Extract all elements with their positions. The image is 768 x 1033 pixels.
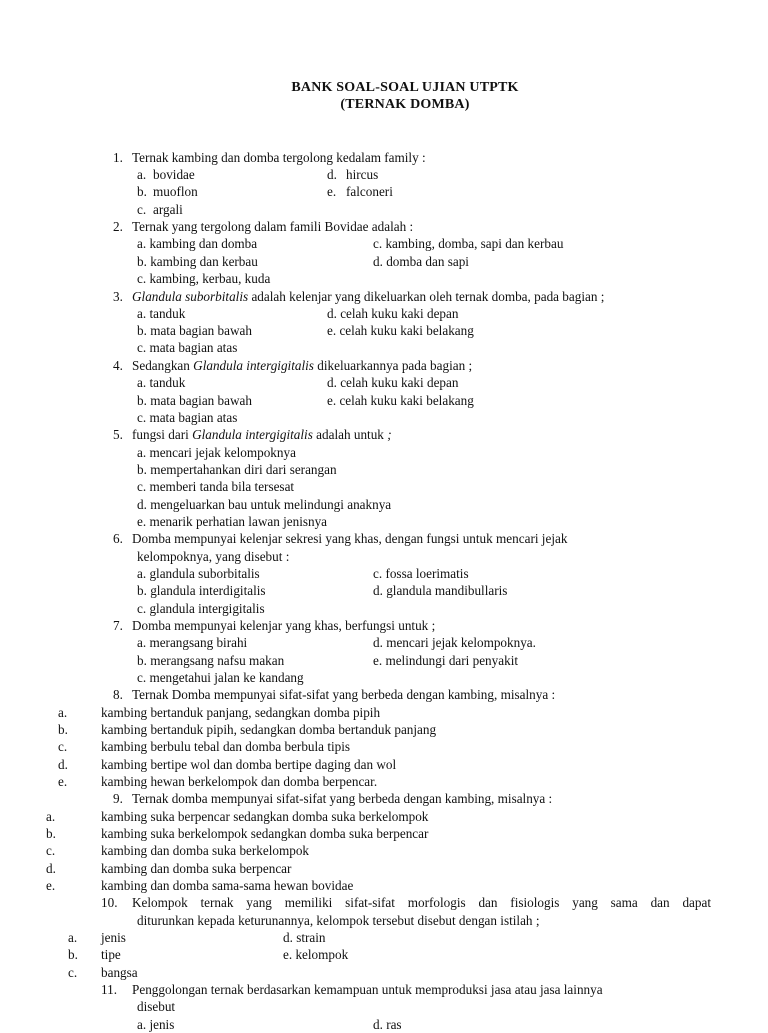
option-c: c. memberi tanda bila tersesat	[137, 479, 295, 494]
question-number: 5.	[113, 427, 123, 442]
question-text-cont: diturunkan kepada keturunannya, kelompok tersebut disebut dengan istilah ;	[137, 913, 540, 928]
option-text: argali	[153, 202, 183, 217]
option-label: d.	[58, 757, 68, 772]
option-text: kambing bertipe wol dan domba bertipe daging dan wol	[101, 757, 397, 772]
option-label: b.	[58, 722, 68, 737]
option-c: c. mengetahui jalan ke kandang	[137, 670, 304, 685]
option-label: c.	[68, 965, 78, 980]
italic-term: Glandula intergigitalis	[193, 358, 314, 373]
option-a: a. tanduk	[137, 375, 186, 390]
option-label: a.	[46, 809, 56, 824]
italic-term: Glandula suborbitalis	[132, 289, 249, 304]
option-label: c.	[137, 202, 147, 217]
question-text: Ternak Domba mempunyai sifat-sifat yang berbeda dengan kambing, misalnya :	[132, 687, 556, 702]
option-label: e.	[58, 774, 68, 789]
option-label: c.	[46, 843, 56, 858]
option-e: e. melindungi dari penyakit	[373, 653, 519, 668]
question-text-tail: ;	[387, 427, 392, 442]
question-text: Kelompok ternak yang memiliki sifat-sifat morfologis dan fisiologis yang sama dan dapat	[132, 895, 711, 910]
option-text: kambing hewan berkelompok dan domba berpencar.	[101, 774, 378, 789]
option-text: bovidae	[153, 167, 195, 182]
option-d: d. ras	[373, 1017, 402, 1032]
option-a: a. merangsang birahi	[137, 635, 248, 650]
option-a: a. mencari jejak kelompoknya	[137, 445, 296, 460]
option-b: b. kambing dan kerbau	[137, 254, 258, 269]
option-label: a.	[58, 705, 68, 720]
option-b: b. mata bagian bawah	[137, 393, 252, 408]
question-number: 9.	[113, 791, 123, 806]
question-text: Penggolongan ternak berdasarkan kemampuan untuk memproduksi jasa atau jasa lainnya	[132, 982, 603, 997]
option-c-2: c. glandula intergigitalis	[137, 601, 265, 616]
question-text: Domba mempunyai kelenjar sekresi yang khas, dengan fungsi untuk mencari jejak	[132, 531, 568, 546]
document-subtitle: (TERNAK DOMBA)	[340, 97, 470, 112]
option-d: d. celah kuku kaki depan	[327, 306, 459, 321]
option-d: d. celah kuku kaki depan	[327, 375, 459, 390]
option-d: d. domba dan sapi	[373, 254, 469, 269]
option-text: kambing dan domba suka berkelompok	[101, 843, 310, 858]
option-c: c. kambing, domba, sapi dan kerbau	[373, 236, 564, 251]
option-e: e. celah kuku kaki belakang	[327, 323, 474, 338]
option-c-2: c. kambing, kerbau, kuda	[137, 271, 271, 286]
option-text: kambing bertanduk panjang, sedangkan domba pipih	[101, 705, 381, 720]
question-number: 1.	[113, 150, 123, 165]
question-text: Ternak kambing dan domba tergolong kedalam family :	[132, 150, 426, 165]
option-label: b.	[137, 184, 147, 199]
question-text: Ternak yang tergolong dalam famili Bovidae adalah :	[132, 219, 414, 234]
option-e: e. menarik perhatian lawan jenisnya	[137, 514, 328, 529]
option-label: b.	[68, 947, 78, 962]
question-number: 6.	[113, 531, 123, 546]
option-label: a.	[137, 167, 147, 182]
question-text: Ternak domba mempunyai sifat-sifat yang berbeda dengan kambing, misalnya :	[132, 791, 553, 806]
question-text	[132, 426, 392, 443]
question-number: 7.	[113, 618, 123, 633]
option-b: b. mempertahankan diri dari serangan	[137, 462, 337, 477]
option-d: d. mengeluarkan bau untuk melindungi anaknya	[137, 497, 392, 512]
option-label: e.	[46, 878, 56, 893]
question-text-cont: kelompoknya, yang disebut :	[137, 549, 290, 564]
option-label: d.	[46, 861, 56, 876]
option-text: kambing suka berkelompok sedangkan domba suka berpencar	[101, 826, 429, 841]
option-a: a. glandula suborbitalis	[137, 566, 260, 581]
question-text-rest: dikeluarkannya pada bagian ;	[313, 358, 473, 373]
option-text: kambing bertanduk pipih, sedangkan domba bertanduk panjang	[101, 722, 437, 737]
question-number: 8.	[113, 687, 123, 702]
option-text: kambing dan domba suka berpencar	[101, 861, 292, 876]
option-c: c. mata bagian atas	[137, 410, 238, 425]
option-text: hircus	[346, 167, 379, 182]
option-text: kambing suka berpencar sedangkan domba suka berkelompok	[101, 809, 429, 824]
option-label: e.	[327, 184, 337, 199]
option-text: bangsa	[101, 965, 138, 980]
question-text-pre: Sedangkan	[132, 358, 194, 373]
option-text: jenis	[101, 930, 126, 945]
option-text: muoflon	[153, 184, 198, 199]
option-text: tipe	[101, 947, 121, 962]
question-text-rest: adalah untuk	[312, 427, 388, 442]
question-text	[132, 288, 604, 305]
question-text: Domba mempunyai kelenjar yang khas, berfungsi untuk ;	[132, 618, 436, 633]
option-text: kambing berbulu tebal dan domba berbula tipis	[101, 739, 351, 754]
document-title: BANK SOAL-SOAL UJIAN UTPTK	[291, 80, 519, 95]
option-b: b. glandula interdigitalis	[137, 583, 266, 598]
question-text-pre: fungsi dari	[132, 427, 193, 442]
question-text-cont: disebut	[137, 999, 176, 1014]
option-a: a. tanduk	[137, 306, 186, 321]
question-number: 2.	[113, 219, 123, 234]
question-number: 3.	[113, 289, 123, 304]
option-label: a.	[68, 930, 78, 945]
question-text-rest: adalah kelenjar yang dikeluarkan oleh ternak domba, pada bagian ;	[248, 289, 605, 304]
italic-term: Glandula intergigitalis	[192, 427, 313, 442]
option-c: c. mata bagian atas	[137, 340, 238, 355]
option-text: kambing dan domba sama-sama hewan bovidae	[101, 878, 354, 893]
option-d: d. glandula mandibullaris	[373, 583, 508, 598]
option-d: d. mencari jejak kelompoknya.	[373, 635, 536, 650]
question-number: 10.	[101, 895, 118, 910]
option-text: falconeri	[346, 184, 393, 199]
option-b: b. merangsang nafsu makan	[137, 653, 285, 668]
option-e: e. celah kuku kaki belakang	[327, 393, 474, 408]
option-label: b.	[46, 826, 56, 841]
option-label: d.	[327, 167, 337, 182]
option-a: a. kambing dan domba	[137, 236, 258, 251]
option-a: a. jenis	[137, 1017, 175, 1032]
question-number: 11.	[101, 982, 117, 997]
question-text	[132, 357, 472, 374]
option-b: b. mata bagian bawah	[137, 323, 252, 338]
option-e: e. kelompok	[283, 947, 349, 962]
option-c: c. fossa loerimatis	[373, 566, 469, 581]
option-d: d. strain	[283, 930, 326, 945]
option-label: c.	[58, 739, 68, 754]
question-number: 4.	[113, 358, 123, 373]
